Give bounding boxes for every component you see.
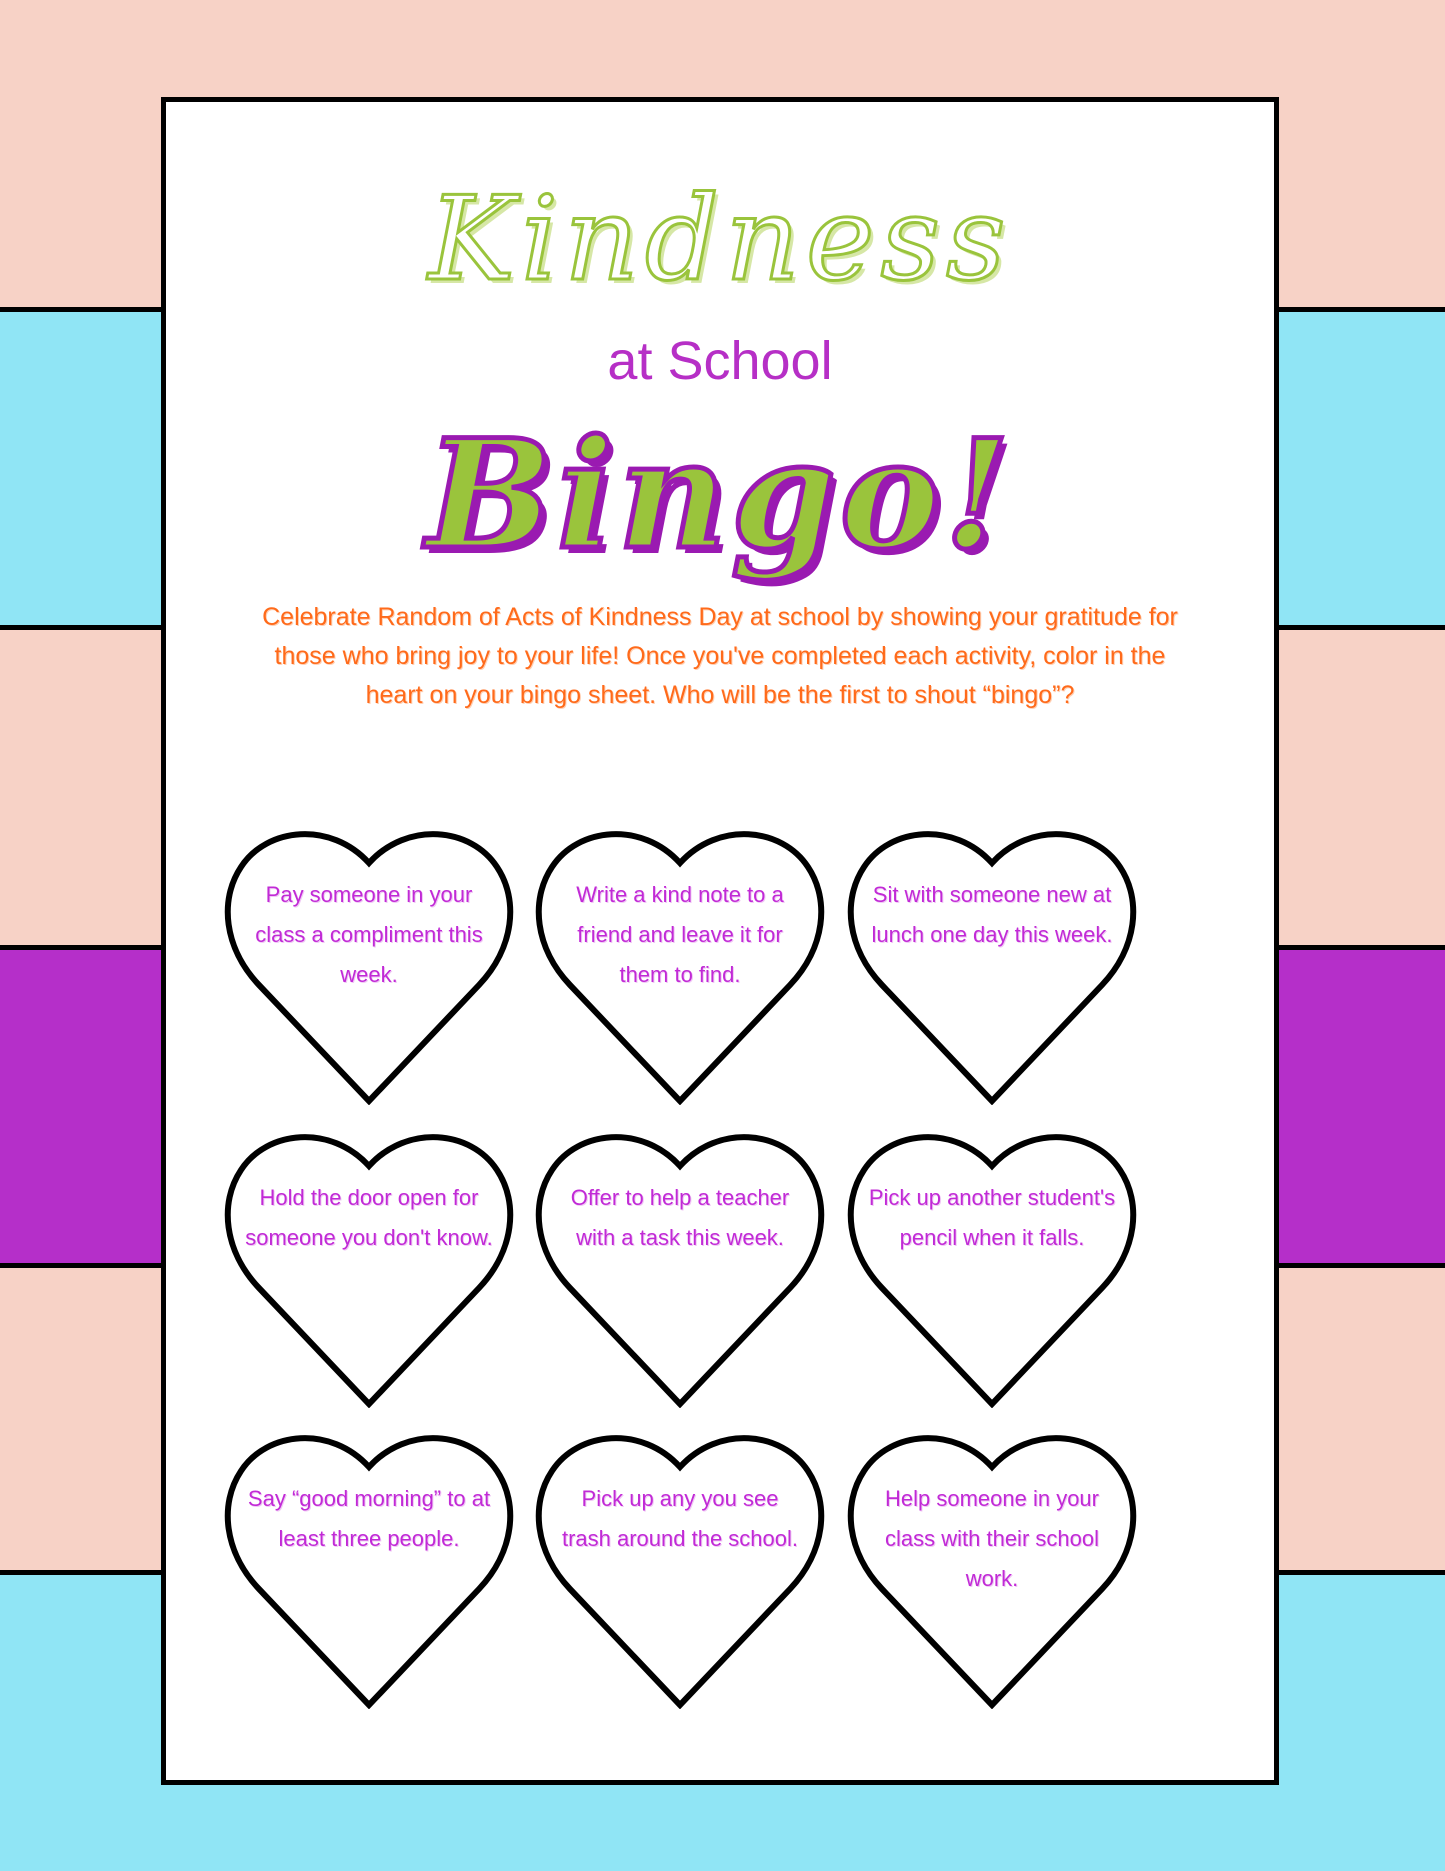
bingo-cell-text: Pick up another student's pencil when it falls. bbox=[868, 1185, 1116, 1250]
bingo-heart-6[interactable] bbox=[842, 1118, 1142, 1408]
bingo-card bbox=[161, 97, 1279, 1785]
bingo-cell-text: Sit with someone new at lunch one day this week. bbox=[871, 882, 1113, 947]
heart-outline-icon bbox=[842, 1118, 1142, 1408]
heart-outline-icon bbox=[219, 1118, 519, 1408]
bingo-cell-text: Hold the door open for someone you don't know. bbox=[245, 1185, 493, 1250]
bingo-cell-text: Write a kind note to a friend and leave it for them to find. bbox=[576, 882, 784, 987]
bingo-heart-1[interactable] bbox=[219, 815, 519, 1105]
heart-outline-icon bbox=[219, 1419, 519, 1709]
bingo-cell-text: Help someone in your class with their school work. bbox=[884, 1486, 1099, 1591]
bingo-cell-text: Say “good morning” to at least three people. bbox=[247, 1486, 491, 1551]
bingo-cell-text: Pay someone in your class a compliment this week. bbox=[255, 882, 483, 987]
title-at-school: at School bbox=[607, 331, 833, 391]
bingo-heart-8[interactable] bbox=[530, 1419, 830, 1709]
heart-outline-icon bbox=[842, 815, 1142, 1105]
bingo-cell-text: Pick up any you see trash around the school. bbox=[561, 1486, 799, 1551]
bingo-heart-4[interactable] bbox=[219, 1118, 519, 1408]
bingo-heart-3[interactable] bbox=[842, 815, 1142, 1105]
title-kindness: Kindness bbox=[428, 172, 1012, 307]
heart-outline-icon bbox=[530, 1419, 830, 1709]
bingo-cell-text: Offer to help a teacher with a task this week. bbox=[570, 1185, 790, 1250]
intro-text: Celebrate Random of Acts of Kindness Day at school by showing your gratitude for those who bring joy to your life! Once you've completed each activity, color in the heart on your bingo sheet. Who will be the first to shout “bingo”? bbox=[262, 603, 1178, 709]
bingo-heart-2[interactable] bbox=[530, 815, 830, 1105]
bingo-heart-7[interactable] bbox=[219, 1419, 519, 1709]
bingo-heart-5[interactable] bbox=[530, 1118, 830, 1408]
bingo-heart-9[interactable] bbox=[842, 1419, 1142, 1709]
title-bingo: Bingo! bbox=[426, 407, 1014, 583]
heart-outline-icon bbox=[530, 1118, 830, 1408]
